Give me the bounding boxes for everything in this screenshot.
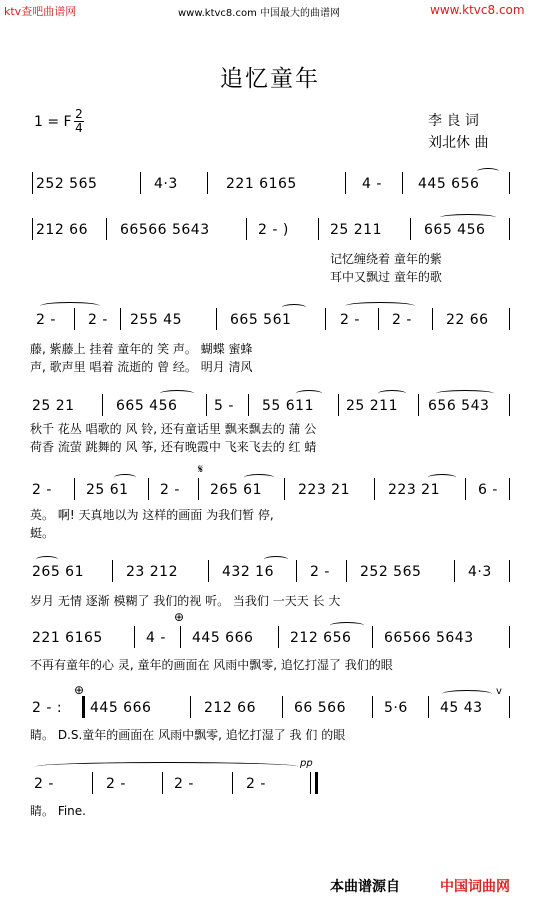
measure: 2 - [174,776,194,792]
watermark-right: www.ktvc8.com [430,3,525,17]
measure: 5 - [214,398,234,414]
measure: 2 - : [32,700,63,716]
measure: 55 611 [262,398,314,414]
measure: 665 456 [424,222,486,238]
measure: 4·3 [154,176,178,192]
coda-sign: ⊕ [174,610,185,624]
measure: 665 456 [116,398,178,414]
measure: 25 21 [32,398,75,414]
measure: 2 - [160,482,180,498]
measure: 221 6165 [226,176,297,192]
lyrics-verse-1: 岁月 无情 逐渐 模糊了 我们的视 听。 当我们 一天天 长 大 [30,594,341,608]
measure: 223 21 [388,482,440,498]
measure: 2 - [36,312,56,328]
measure: 25 61 [86,482,129,498]
measure: 445 666 [192,630,254,646]
measure: 66 566 [294,700,346,716]
watermark-left: ktv查吧曲谱网 [4,5,77,18]
measure: 4·3 [468,564,492,580]
measure: 25 211 [330,222,382,238]
time-signature-bottom: 4 [75,121,83,135]
measure: 212 66 [204,700,256,716]
measure: 5·6 [384,700,408,716]
measure: 665 561 [230,312,292,328]
measure: 2 - [32,482,52,498]
measure: 2 - [106,776,126,792]
measure: 2 - [88,312,108,328]
lyrics-verse-2: 声, 歌声里 唱着 流逝的 曾 经。 明月 清风 [30,360,253,374]
lyrics-verse-1: 记忆缠绕着 童年的紫 [330,252,442,266]
measure: 25 211 [346,398,398,414]
watermark-center: www.ktvc8.com 中国最大的曲谱网 [178,8,341,19]
lyrics-verse-2: 荷香 流萤 跳舞的 风 筝, 还有晚霞中 飞来飞去的 红 蜻 [30,440,317,454]
measure: 66566 5643 [384,630,474,646]
measure: 265 61 [210,482,262,498]
measure: 2 - [34,776,54,792]
footer-site-link[interactable]: 中国词曲网 [440,879,510,895]
time-signature [74,109,84,134]
lyrics-verse-1: 不再有童年的心 灵, 童年的画面在 风雨中飘零, 追忆打湿了 我们的眼 [30,658,393,672]
measure: 66566 5643 [120,222,210,238]
measure: 212 66 [36,222,88,238]
lyrics-verse-2: 蜓。 [30,526,55,540]
measure: 445 666 [90,700,152,716]
measure: 221 6165 [32,630,103,646]
measure: 2 - [340,312,360,328]
key-signature: 1 = F [34,114,72,130]
measure: 23 212 [126,564,178,580]
lyrics-verse-1: 秋千 花丛 唱歌的 风 铃, 还有童话里 飘来飘去的 蒲 公 [30,422,317,436]
time-signature-top: 2 [75,107,83,121]
measure: 255 45 [130,312,182,328]
measure: 2 - [246,776,266,792]
measure: 4 - [362,176,382,192]
measure: 22 66 [446,312,489,328]
measure: 432 16 [222,564,274,580]
lyrics-verse-1: 睛。 D.S.童年的画面在 风雨中飘零, 追忆打湿了 我 们 的眼 [30,728,346,742]
measure: 212 656 [290,630,352,646]
measure: 265 61 [32,564,84,580]
lyricist-credit: 李 良 词 [428,113,479,129]
measure: 2 - ) [258,222,289,238]
lyrics-verse-1: 睛。 Fine. [30,804,86,818]
measure: 223 21 [298,482,350,498]
lyrics-verse-1: 藤, 紫藤上 挂着 童年的 笑 声。 蝴蝶 蜜蜂 [30,342,253,356]
measure: 656 543 [428,398,490,414]
measure: 2 - [392,312,412,328]
measure: 6 - [478,482,498,498]
segno-sign: 𝄋 [198,462,204,476]
measure: 252 565 [36,176,98,192]
dynamics-marking: pp [300,758,313,769]
measure: 252 565 [360,564,422,580]
measure: 4 - [146,630,166,646]
song-title: 追忆童年 [220,66,320,92]
composer-credit: 刘北休 曲 [428,135,489,151]
measure: 445 656 [418,176,480,192]
footer-label: 本曲谱源自 [330,879,400,895]
coda-sign: ⊕ [74,683,85,697]
measure: 2 - [310,564,330,580]
measure: 45 43 [440,700,483,716]
lyrics-verse-1: 英。 啊! 天真地以为 这样的画面 为我们暂 停, [30,508,274,522]
breath-mark: v [496,686,502,697]
lyrics-verse-2: 耳中又飘过 童年的歌 [330,270,442,284]
